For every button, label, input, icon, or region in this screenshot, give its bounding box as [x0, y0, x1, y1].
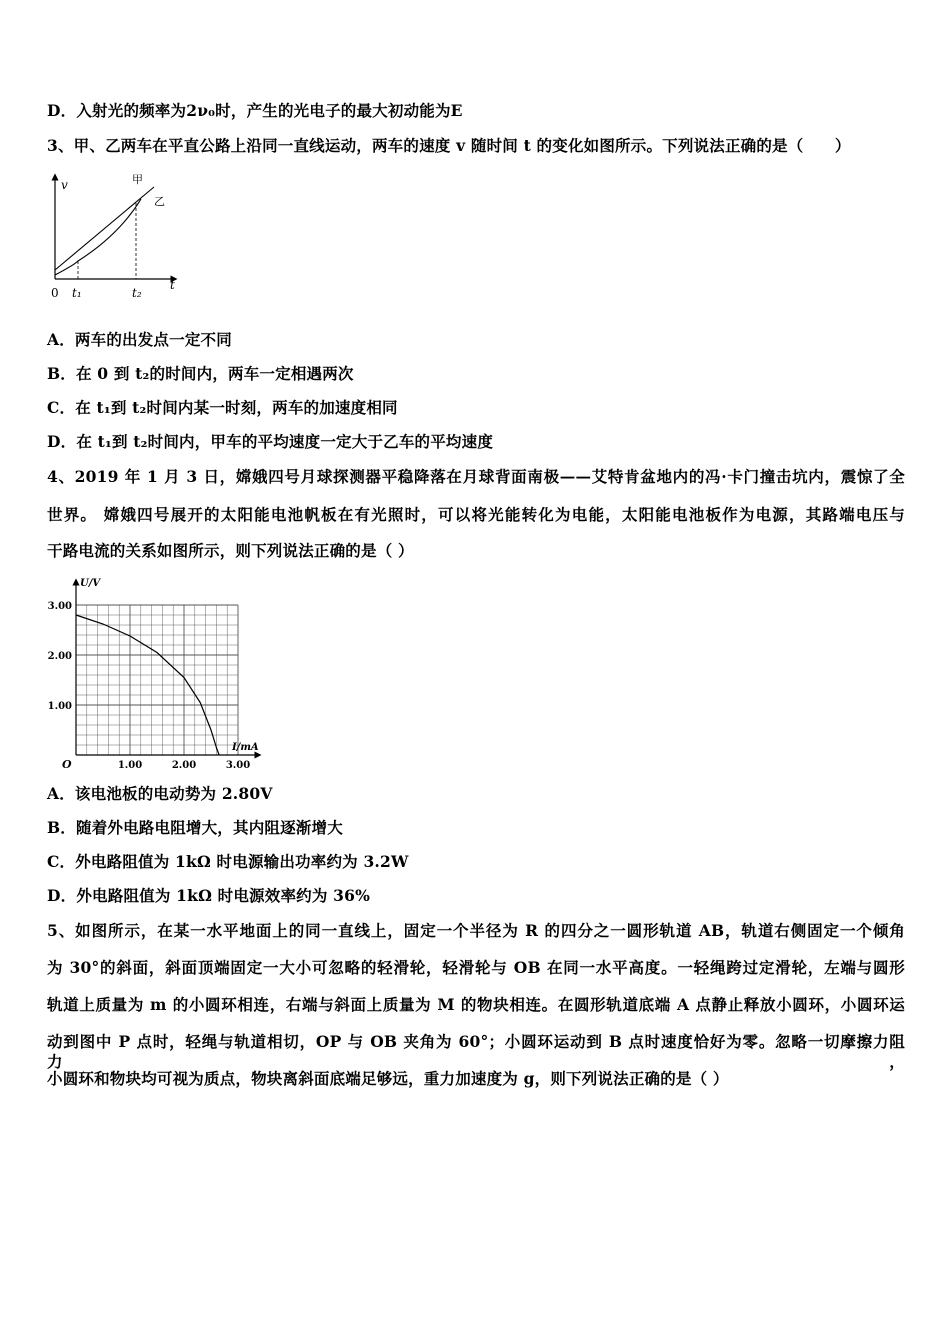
- q5-stem-line-2: 为 30°的斜面，斜面顶端固定一大小可忽略的轻滑轮，轻滑轮与 OB 在同一水平高度。一轻绳跨过定滑轮，左端与圆形: [47, 958, 905, 977]
- q5-stem-line-4: 动到图中 P 点时，轻绳与轨道相切，OP 与 OB 夹角为 60°；小圆环运动到 B 点时速度恰好为零。忽略一切摩擦力阻力，: [47, 1032, 905, 1071]
- vt-t-label: t: [170, 278, 175, 292]
- ui-origin-label: O: [62, 758, 72, 771]
- q3-option-d: D．在 t₁到 t₂时间内，甲车的平均速度一定大于乙车的平均速度: [47, 432, 494, 451]
- vt-jia-label: 甲: [132, 173, 143, 186]
- ui-y-axis-label: U/V: [80, 578, 101, 589]
- q4-option-d: D．外电路阻值为 1kΩ 时电源效率约为 36%: [47, 886, 371, 905]
- ui-x-tick-label: 1.00: [117, 760, 143, 771]
- ui-x-tick-label: 3.00: [225, 760, 251, 771]
- ui-graph: [42, 574, 262, 774]
- ui-grid: [76, 605, 238, 755]
- q4-option-c: C．外电路阻值为 1kΩ 时电源输出功率约为 3.2W: [47, 852, 409, 871]
- vt-curve-jia: [55, 199, 141, 275]
- q3-option-b: B．在 0 到 t₂的时间内，两车一定相遇两次: [47, 364, 354, 383]
- q5-stem-line-1: 5、如图所示，在某一水平地面上的同一直线上，固定一个半径为 R 的四分之一圆形轨道 AB，轨道右侧固定一个倾角: [47, 921, 905, 940]
- ui-y-tick-label: 3.00: [47, 601, 72, 612]
- vt-graph: [44, 173, 184, 303]
- q3-stem: 3、甲、乙两车在平直公路上沿同一直线运动，两车的速度 v 随时间 t 的变化如图所示。下列说法正确的是（ ）: [47, 136, 851, 155]
- q5-stem-line-5: 小圆环和物块均可视为质点，物块离斜面底端足够远，重力加速度为 g，则下列说法正确的是（ ）: [47, 1069, 729, 1088]
- q3-option-c: C．在 t₁到 t₂时间内某一时刻，两车的加速度相同: [47, 398, 398, 417]
- q4-stem-line-1: 4、2019 年 1 月 3 日，嫦娥四号月球探测器平稳降落在月球背面南极——艾特肯盆地内的冯·卡门撞击坑内，震惊了全: [47, 467, 905, 486]
- q5-stem-line-3: 轨道上质量为 m 的小圆环相连，右端与斜面上质量为 M 的物块相连。在圆形轨道底端 A 点静止释放小圆环，小圆环运: [47, 995, 905, 1014]
- ui-y-tick-label: 2.00: [47, 651, 72, 662]
- q4-stem-line-2: 世界。 嫦娥四号展开的太阳能电池帆板在有光照时，可以将光能转化为电能，太阳能电池板作为电源，其路端电压与: [47, 505, 905, 524]
- q3-option-a: A．两车的出发点一定不同: [47, 330, 232, 349]
- vt-v-label: v: [61, 178, 68, 192]
- vt-t2-label: t₂: [132, 286, 142, 300]
- ui-x-tick-label: 2.00: [171, 760, 197, 771]
- q4-stem-line-3: 干路电流的关系如图所示，则下列说法正确的是（ ）: [47, 541, 414, 560]
- q2-option-d: D．入射光的频率为2ν₀时，产生的光电子的最大初动能为E: [47, 101, 463, 120]
- vt-yi-label: 乙: [154, 195, 165, 208]
- vt-t1-label: t₁: [72, 286, 82, 300]
- vt-origin: 0: [51, 286, 59, 300]
- q4-option-b: B．随着外电路电阻增大，其内阻逐渐增大: [47, 818, 343, 837]
- q4-option-a: A．该电池板的电动势为 2.80V: [47, 784, 273, 803]
- ui-y-tick-label: 1.00: [47, 701, 72, 712]
- vt-line-yi: [55, 187, 154, 270]
- ui-x-axis-label: I/mA: [232, 742, 259, 753]
